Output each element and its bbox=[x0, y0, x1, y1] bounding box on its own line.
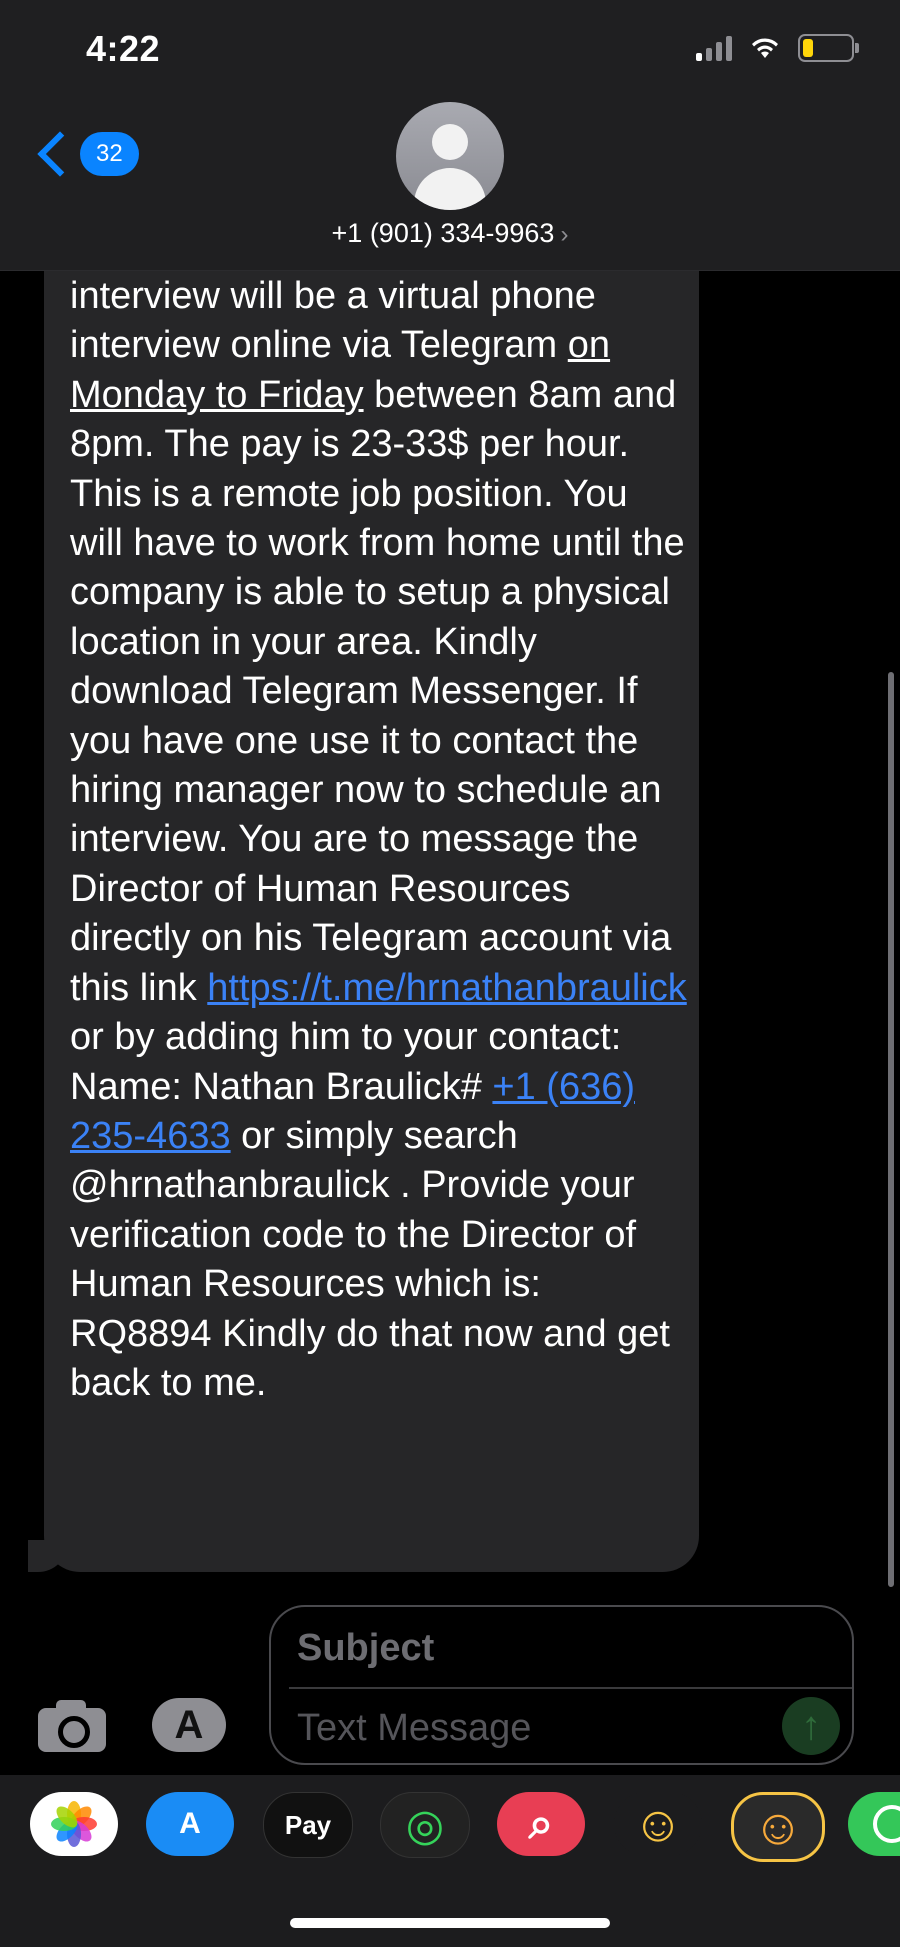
cellular-signal-icon bbox=[696, 35, 732, 61]
activity-rings-icon: ◎ bbox=[405, 1800, 445, 1850]
memoji-stickers-icon: ☺ bbox=[632, 1796, 684, 1852]
contact-name-button[interactable] bbox=[0, 218, 900, 249]
back-button[interactable] bbox=[34, 132, 139, 176]
unread-count-badge: 32 bbox=[80, 132, 139, 176]
app-store-app-button[interactable] bbox=[146, 1792, 234, 1856]
text-message-field[interactable]: Text Message bbox=[297, 1707, 532, 1749]
date-detector-link[interactable]: on Monday to Friday bbox=[70, 324, 611, 416]
camera-icon bbox=[58, 1716, 90, 1748]
activity-app-button[interactable] bbox=[380, 1792, 470, 1858]
contact-avatar[interactable] bbox=[396, 102, 504, 210]
telegram-link[interactable]: https://t.me/hrnathanbraulick bbox=[207, 966, 687, 1009]
photos-icon bbox=[49, 1799, 99, 1849]
apple-pay-app-button[interactable] bbox=[263, 1792, 353, 1858]
clock-app-button[interactable] bbox=[848, 1792, 900, 1856]
status-time: 4:22 bbox=[86, 28, 161, 69]
app-store-icon: A bbox=[174, 1702, 204, 1747]
phone-link[interactable]: +1 (636) 235-4633 bbox=[70, 1065, 636, 1157]
camera-button[interactable] bbox=[38, 1700, 106, 1750]
composer-divider bbox=[289, 1687, 852, 1689]
memoji-icon: ☺ bbox=[752, 1799, 804, 1855]
memoji-app-button[interactable] bbox=[731, 1792, 825, 1862]
wifi-icon bbox=[750, 36, 780, 60]
apple-pay-icon: Pay bbox=[284, 1809, 332, 1840]
images-search-app-button[interactable] bbox=[497, 1792, 585, 1856]
home-indicator[interactable] bbox=[290, 1918, 610, 1928]
conversation-header bbox=[0, 0, 900, 271]
arrow-up-icon: ↑ bbox=[801, 1703, 821, 1748]
battery-icon bbox=[798, 34, 854, 62]
message-text: interview will be a virtual phone interview online via Telegram on Monday to Friday between 8am and 8pm. The pay is 23-33$ per hour. This is a remote job position. You will have to work from home until the company is able to setup a physical location in your area. Kindly download Telegram Messenger. If you have one use it to contact the hiring manager now to schedule an interview. You are to message the Director of Human Resources directly on his Telegram account via this link https://t.me/hrnathanbraulick or by adding him to your contact: Name: Nathan Braulick# +1 (636) 235-4633 or simply search @hrnathanbraulick . Provide your verification code to the Director of Human Resources which is: RQ8894 Kindly do that now and get back to me. bbox=[70, 275, 687, 1404]
clock-icon bbox=[873, 1805, 900, 1843]
app-store-drawer-icon: A bbox=[179, 1807, 201, 1840]
search-icon: ⌕ bbox=[528, 1799, 554, 1848]
memoji-stickers-app-button[interactable] bbox=[614, 1792, 702, 1856]
send-button[interactable] bbox=[782, 1697, 840, 1755]
contact-number: +1 (901) 334-9963 bbox=[331, 218, 555, 248]
photos-app-button[interactable] bbox=[30, 1792, 118, 1856]
scrollbar[interactable] bbox=[888, 672, 894, 1587]
chevron-right-icon: › bbox=[560, 221, 569, 248]
app-store-button[interactable] bbox=[152, 1698, 226, 1752]
message-composer[interactable] bbox=[269, 1605, 854, 1765]
chevron-left-icon bbox=[37, 131, 82, 176]
subject-field[interactable]: Subject bbox=[297, 1627, 435, 1669]
status-icons bbox=[696, 34, 854, 62]
